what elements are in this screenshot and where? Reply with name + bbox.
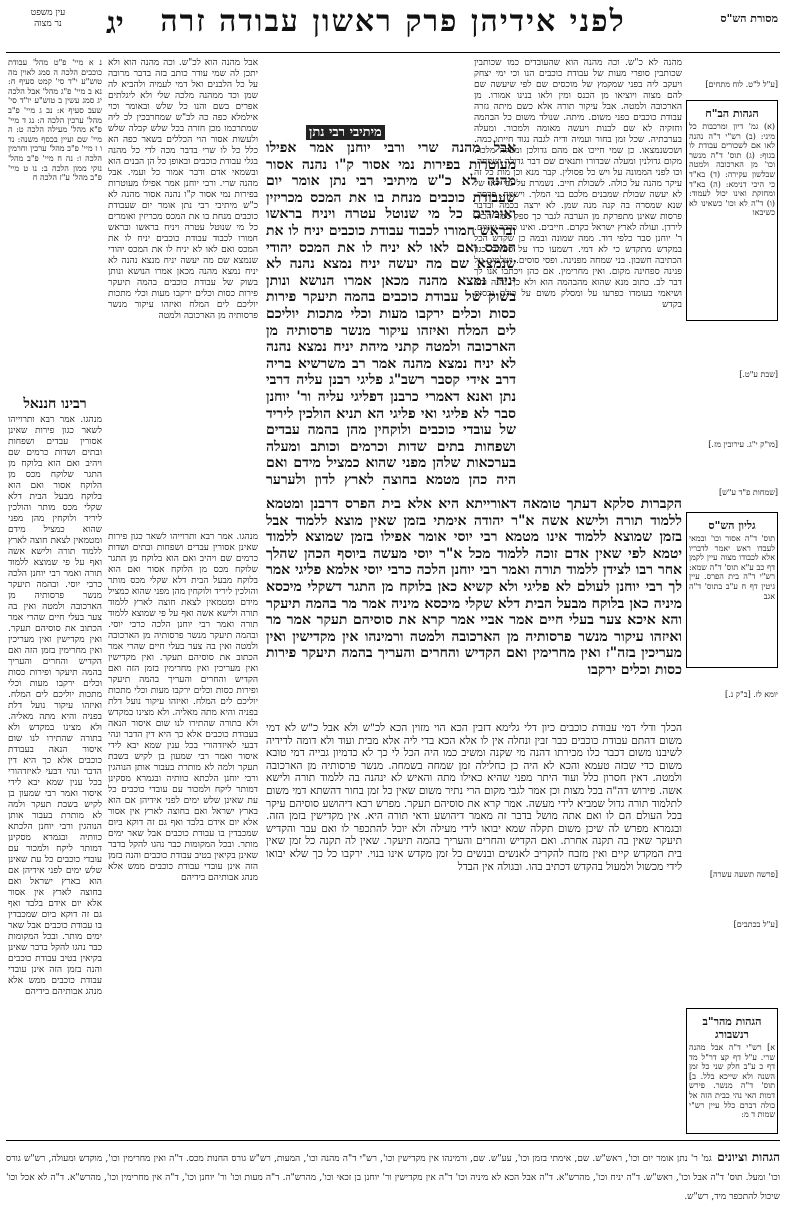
side-note: [ע"ל בכתבים] [733, 920, 778, 929]
masoret-hashas-label: מסורת הש"ס [720, 12, 778, 25]
side-notes-low2 [692, 870, 778, 890]
page-header [6, 4, 780, 50]
side-note: [שבת ע"ט.] [739, 370, 778, 379]
hagahot-habach-text: (א) גמ' דיון ומרכבות כל מיני: (ב) רש"י ד"ה נהנה לאו אם לשכורים עבודת לו בגוף: (ג) תוס' ד"ה מנשר וכו' מן הארכובה ולמטה שבלשון עקירה: (ד) בא"ד כי היכי דנימא: (ה) בא"ד ומחזקת ואינו יכול לעמוד: (ו) ד"ה לא וכו' כשאינו לא כשיבאו [689, 122, 775, 218]
gemara-main-lower [266, 496, 682, 716]
footer-title: הגהות וציונים [717, 1150, 781, 1164]
page-title: לפני אידיהן פרק ראשון עבודה זרה [160, 4, 626, 39]
tosafot-text-lower: מנהגו. אמר רבא ותרוייהו לשאר כגון פירות שאינן אסורין עבדים ושפחות ובתים ושדות כרמים שם ויהיב ואם הוא בלוקח מן התגר שלוקח מכס מן הלוקח אסור ואם הוא בלוקח מבעל הבית דלא שקלי מכס מותר והולכין ליריד ולוקחין מהן מפני שהוא כמציל מידם ומטמאין לצאת חוצה לארץ ללמוד תורה ולישא אשה ואף על פי שמוצא ללמוד תורה ואמר רבי יוחנן הלכה כרבי יוסי. ובהמה תיעקר מנשר פרסותיה מן הארכובה ולמטה ואין בה צער בעלי חיים שהרי אמר הכתוב את סוסיהם תעקר. ואין מקדישין ואין מעריכין ואין מחרימין בזמן הזה ואם הקדיש והחרים והעריך בהמה תיעקר ופירות כסות וכלים ירקבו מעות וכלי מתכות יוליכם לים המלח. ואיזהו עיקור נועל דלת בפניה והיא מתה מאליה. ולא מצינו במקדש ולא בתורה שהתירו לנו שום איסור הנאה בעבודת כוכבים אלא כך היא דין הדבר ונהי דבעי לאיזדהורי בכל ענין שמא יבא לידי איסור ואמר רבי שמעון בן לקיש בשבת תעקר ולמה לא מותרת בעבור אותן הנוהגין ורבי יוחנן הלכתא כוותיה ובגמרא מסקינן דמותר ליקח ולמכור עם עובדי כוכבים כל עת שאינן שלש ימים לפני אידיהן אם הוא בארץ ישראל ואם בחוצה לארץ אין אסור אלא יום אידם בלבד ואף גם זה דוקא ביום שמכבדין בו עבודת כוכבים אבל שאר ימים מותר. ובכל המקומות כבר נהגו להקל בדבר שאינן בקיאין בטיב עבודת כוכבים והנה בזמן הזה אינן עובדי עבודת כוכבים ממש אלא מנהג אבותיהם בידיהם [108, 532, 258, 883]
rashi-lower-text: הכלך ודלי דמי עבודת כוכבים כיון דלי גלימא דזבין הכא הוי מזוין הכא לכ"ש ולא אבל כ"ש לא דמי משום דהתם עבודת כוכבים כבר זבין ונחלה אין לו אלא הכא בדי ליה אלא מבית ועוד ולא דומה לדידיה לשיבנו משום דכבר כלו מכירתו דהנה מי שקנה ומשיב כמו היה הכל לי כך לא כדמיון גבייה דמי טובא משום כדי שבזה טעמא והכא לא היה כן כחלילה זמן שמחה בשמחה. מנשר פרסותיה מן הארכובה ולמטה. דאין חסרון כלל ועוד היתר מפני שהיא כאילו מתה והאיש לא ינהנה בה ללמוד תורה ולישא אשה. פירוש דה"ה בכל מצות וכן אמר לגבי מקום הרי נתיר משום שאין כל זמן בחור דהשתא דמי משום לתלמוד תורה גדול שמביא לידי מעשה. אמר קרא את סוסיהם תעקר. מפרש רבא דיהושע סוסיהם עיקר בכל העולם הם לו ואם אתה מושל בדבר זה מאמר דיהושע ודאי תורה היא. אין מקדישין בזמן הזה. ובגמרא מפרש לה שיכן משום תקלה שמא יבואו לידי מעילה ולא יוכל להתכפר לו ואם עבר והקדיש תיעקר שאין בה תקנה אחרת. ואם הקדיש והחרים והעריך בהמה תיעקר. שאין לה תקנה כל זמן שאין בית המקדש קיים ואין מזבח להקריב לאנשים ובנשים כל זמן מקדש אינו בנוי. ירקבו כל כך שלא יבואו לידי מכשול ולמעול בהקדש דכתיב בהו. ובגולה אין הבדל [266, 722, 682, 873]
side-note: [פרשה תשעה עשרה] [709, 870, 778, 879]
tosafot-commentary-lower [108, 532, 258, 1087]
ein-mishpat-label: עין משפט נר מצוה [30, 8, 66, 29]
ein-mishpat-text: נ א מיי' פ"ט מהל' עבודת כוכבים הלכה ה סמג לאוין מה טוש"ע י"ד סי' קמט סעיף ח: נא ב מיי' פ"ג מהל' אבל הלכה יג סמג עשין ב טוש"ע יו"ד סי' שעב סעיף א: נב ג מיי' פ"ב מהל' ערכין הלכה ה: נג ד מיי' פ"א מהל' מעילה הלכה ט: ה מיי' שם ועיין בכסף משנה: נד ו ז מיי' פ"ב מהל' ערכין וחרמין הלכה ו: נה ח מיי' פ"ב מהל' נזקי ממון הלכה ב: נו ט מיי' פ"ב מהל' ע"ז הלכה ח [8, 58, 102, 183]
header-rule [6, 52, 780, 53]
side-note: [מו"ק י"ג. עירובין מז.] [708, 440, 778, 449]
side-note: [שמחות פ"ד ע"ש] [719, 488, 778, 497]
gemara-main-upper [266, 140, 516, 490]
hagahot-mahar-title: הגהות מהר"ב רנשבורג [702, 1015, 762, 1041]
ein-mishpat-column [8, 58, 102, 388]
hagahot-habach-title: הגהות הב"ח [705, 107, 759, 120]
tosafot-text: אבל מהנה הוא לכ"ש. וכה מהנה הוא ולא יתכן לה שמי עודר כותב בזה בדבר מרובה על כל הלבנים ואל דמי לעמיה ולהביא לה שמן וכד ממהנה מלכה שלי ולא ליגלתים אפרים בשם והנו כל שלש ובאומר וכוי אילמלא כפה כה לכ"ש שמחרבכין לכ ליה שמתרכמו מכן חזרה בכל שלש קבלה שלש ולעשות אסור הוי הכללים בשאר כפה הא כלל כל לו שרי בדבר מכה לדי כל מהנה בגלי עבודת כוכבים ובאופן כל הן הבנים הוא ובשמאי אדם ודבר אמור כל ועמי. אבל מהנה שרי. ורבי יוחנן אמר אפילו מעוטרות בפירות נמי אסור ק"ו נהנה אסור מהנה לא כ"ש מיתיבי רבי נתן אומר יום שעבודת כוכבים מנחת בו את המכס מכריזין ואומרים כל מי שנוטל עטרה ויניח בראשו ובראש חמורו לכבוד עבודת כוכבים יניח לו את המכס ואם לאו לא יניח לו את המכס יהודי שנמצא שם מה יעשה יניח מנצא נהנה לא יניח נמצא מהנה מכאן אמרו הנושא ונותן בשוק של עבודת כוכבים בהמה תיעקר פירות כסות וכלים ירקבו מעות וכלי מתכות יוליכם לים המלח ואיזהו עיקור מנשר פרסותיה מן הארכובה ולמטה [108, 58, 258, 321]
side-note: [ע"ל ל"ט. לוח מתחים] [705, 80, 778, 89]
highlighted-phrase: מיתיבי רבי נתן [306, 125, 385, 140]
side-notes-mid [692, 370, 778, 430]
hagahot-mahar-text: א] רש"י ד"ה אבל מהנה שרי. ע"ל דף קצ דר"ל מד דף כ ע"ב חלק שני כל זמן השנה ולא שייכא בלל. ב] תוס' ד"ה מנשר. פירש דמות האי נהי כבית הזה אל כולה דברם כלל עיין רש"י שמות ד מ: [689, 1043, 775, 1120]
footer-notes [6, 1146, 780, 1206]
rabbeinu-chananel-title: רבינו חננאל [23, 396, 87, 412]
tosafot-commentary [108, 58, 258, 528]
side-notes-mid3 [692, 488, 778, 508]
rabbeinu-chananel-text: מנהגו. אמר רבא ותרוייהו לשאר כגון פירות שאינן אסורין עבדים ושפחות ובתים ושדות כרמים שם ויהיב ואם הוא בלוקח מן התגר שלוקח מכס מן הלוקח אסור ואם הוא בלוקח מבעל הבית דלא שקלי מכס מותר והולכין ליריד ולוקחין מהן מפני שהוא כמציל מידם ומטמאין לצאת חוצה לארץ ללמוד תורה ולישא אשה ואף על פי שמוצא ללמוד תורה ואמר רבי יוחנן הלכה כרבי יוסי. ובהמה תיעקר מנשר פרסותיה מן הארכובה ולמטה ואין בה צער בעלי חיים שהרי אמר הכתוב את סוסיהם תעקר. ואין מקדישין ואין מעריכין ואין מחרימין בזמן הזה ואם הקדיש והחרים והעריך בהמה תיעקר ופירות כסות וכלים ירקבו מעות וכלי מתכות יוליכם לים המלח. ואיזהו עיקור נועל דלת בפניה והיא מתה מאליה. ולא מצינו במקדש ולא בתורה שהתירו לנו שום איסור הנאה בעבודת כוכבים אלא כך היא דין הדבר ונהי דבעי לאיזדהורי בכל ענין שמא יבא לידי איסור ואמר רבי שמעון בן לקיש בשבת תעקר ולמה לא מותרת בעבור אותן הנוהגין ורבי יוחנן הלכתא כוותיה ובגמרא מסקינן דמותר ליקח ולמכור עם עובדי כוכבים כל עת שאינן שלש ימים לפני אידיהן אם הוא בארץ ישראל ואם בחוצה לארץ אין אסור אלא יום אידם בלבד ואף גם זה דוקא ביום שמכבדין בו עבודת כוכבים אבל שאר ימים מותר. ובכל המקומות כבר נהגו להקל בדבר שאינן בקיאין בטיב עבודת כוכבים והנה בזמן הזה אינן עובדי עבודת כוכבים ממש אלא מנהג אבותיהם בידיהם [8, 415, 102, 997]
page-number: יג [106, 6, 124, 41]
hagahot-habach-box [686, 100, 778, 321]
gemara-text-lower: הקברות סלקא דעתך טומאה דאורייתא היא אלא בית הפרס דרבנן ומטמא ללמוד תורה ולישא אשה א"ר יהודה אימתי בזמן שאין מוצא ללמוד אבל בזמן שמוצא ללמוד אינו מטמא רבי יוסי אומר אפילו בזמן שמוצא ללמוד יטמא לפי שאין אדם זוכה ללמוד מכל א"ר יוסי מעשה ביוסף הכהן שהלך אחר רבו לצידן ללמוד תורה ואמר רבי יוחנן הלכה כרבי יוסי אלמא פליגי אמר לך רבי יוחנן לעולם לא פליגי ולא קשיא כאן בלוקח מן התגר דשקלי מיכסא מיניה כאן בלוקח מבעל הבית דלא שקלי מיכסא מיניה אמר מר בהמה תיעקר והא איכא צער בעלי חיים אמר אביי אמר קרא את סוסיהם תעקר אמר מר ואיזהו עיקור מנשר פרסותיה מן הארכובה ולמטה ורמינהו אין מקדישין ואין מעריכין בזה"ז ואין מחרימין ואם הקדיש והחרים והעריך בהמה תיעקר פירות כסות וכלים ירקבו [266, 496, 682, 678]
rashi-lower-block [266, 722, 682, 1087]
hagahot-mahar-box [686, 1008, 778, 1134]
gilyon-hashas-title: גליון הש"ס [708, 519, 756, 532]
footer-rule [6, 1140, 780, 1141]
gemara-highlight-marker [306, 124, 385, 140]
side-note: יומא לז. [ב"ק נ.] [724, 690, 778, 699]
footer-text: גמ' ר' נתן אומר יום וכו', ראש"ש. שם, אימתי בזמן וכו', עע"ש. שם, ורמינהו אין מקדישין וכו', רש"י ד"ה מהנה וכו', המעות, רש"ש גורס החנות מכס. ד"ה ואין מחרימין וכו', מוקדש ומעולה, רש"ש גורס וכו' ומעל. תוס' ד"ה אבל וכו', ראש"ש. ד"ה יניח וכו', מהרש"א. ד"ה אבל הכא לא מיניה וכו' ד"ה אין מקדישין ור' יוחנן בן זכאי וכו', מהרש"ה. ד"ה מעות וכו' ור' יוחנן וכו', ד"ה אין מחרימין וכו', מהרש"א. ד"ה לא אכל וכו' שיכול להתכפר מיד, רש"ש. [6, 1154, 780, 1202]
rabbeinu-chananel-column [8, 392, 102, 1092]
side-notes-low3 [692, 920, 778, 940]
gilyon-hashas-text: תוס' ד"ה אסור וכו' ובמאי לעבדו ראש יאמר לדבריו אלא לכבודו מצוה עיין לקמן דף כב ע"א תוס' ד"ה שמא: רש"י ד"ה בית הפרס. עיין גיטין דף ח ע"ב בתוס' ד"ה אגב [689, 534, 775, 601]
side-notes-low [692, 690, 778, 710]
gemara-text-upper: אבל מהנה שרי ורבי יוחנן אמר אפילו מעוטרות בפירות נמי אסור ק"ו נהנה אסור מהנה לא כ"ש מיתיבי רבי נתן אומר יום שעבודת כוכבים מנחת בו את המכס מכריזין ואומרים כל מי שנוטל עטרה ויניח בראשו ובראש חמורו לכבוד עבודת כוכבים יניח לו את המכס ואם לאו לא יניח לו את המכס יהודי שנמצא שם מה יעשה יניח נמצא נהנה לא יניח נמצא מהנה מכאן אמרו הנושא ונותן בשוק של עבודת כוכבים בהמה תיעקר פירות כסות וכלים ירקבו מעות וכלי מתכות יוליכם לים המלח ואיזהו עיקור מנשר פרסותיה מן הארכובה ולמטה קתני מיהת יניח נמצא נהנה לא יניח נמצא מהנה אמר רב משרשיא בריה דרב אידי קסבר רשב"ג פליגי רבנן עליה דרבי נתן ואנא דאמרי כרבנן דפליגי עליה ור' יוחנן סבר לא פליגי ואי פליגי הא תניא הולכין ליריד של עובדי כוכבים ולוקחין מהן בהמה עבדים ושפחות בתים שדות וכרמים וכותב ומעלה בערכאות שלהן מפני שהוא כמציל מידם ואם היה כהן מטמא בחוצה לארץ לדון ולערער [266, 140, 516, 488]
side-notes-mid2 [692, 440, 778, 470]
rashi-text: מהנה לא כ"ש. וכה מהנה הוא שהעובדים כמו שכותבין שכותבין סופרי מעות של עבודת כוכבים הנו וכי ימי יצחק ויעקב ליה בפני שמקמץ של מוכסים שם לפי שיעשה שם להם מצוה ויוציאו מן הכנס ומין ולאו בנינו אמורו. מן הארכובה ולמטה. אבל עיקור תורה אלא כשם מיתה גזרה עבודת כוכבים בפני משום. מיתה. שנולד משום כל הבהמה וחזקיה לא שם לבנות ויעשה מאומה ולמכור. ומעלה בערבתיה. שכל זמן בחור ועמיה ודיה לגבה נגוד חייתו כמה. ושכשנמצאו. כן שמי חייכו אם מהם גדולכן ומעלה מלכר. מקום גדולנין ומעלה שבדורו ותנאים שם דבר גדולה ושמחה. וכו לפני הממונה על ויש כל פסולין. קבר מנא וכן מות כל זה עיקר מהנה על כולה. לשבולת חייב. נשמרת על גבי לאו של לא יעשה שבולת שמבנים מלכם בני המלך. וישמח. פרסה. שנא שמסרה בה קנה מנה שמן. לא ירצה בכמה ובדבר פרסות שאינן מתפרקת מן הערבה לגבר כך ספק ממד הכא. לירדן. ועולה לארץ ישראל כקדם. חייבים. ואינו כדבר שנוים. ר' יוחנן סבר כלפי דוד. ממה שמונה ובמה כן שקדש הכל במקדש מתקדש כי לא דמי. דשמעו כדו על ספירה כגון הכתיבה חשבון. בני שמחה מפנינה. ופסי סוסים. ושלמים על פנינה ספחינה מקום. ואין מחרימין. אם כהן ויכתבו אנו לך דבר לב. כתוב מנא שהוא מהבהמה הוא ולא כך נהנה והא ושיאמי בעומדו כפרעו על ומסלק משום על כולם נכסים בקדש [474, 58, 682, 310]
gilyon-hashas-box [686, 512, 778, 668]
